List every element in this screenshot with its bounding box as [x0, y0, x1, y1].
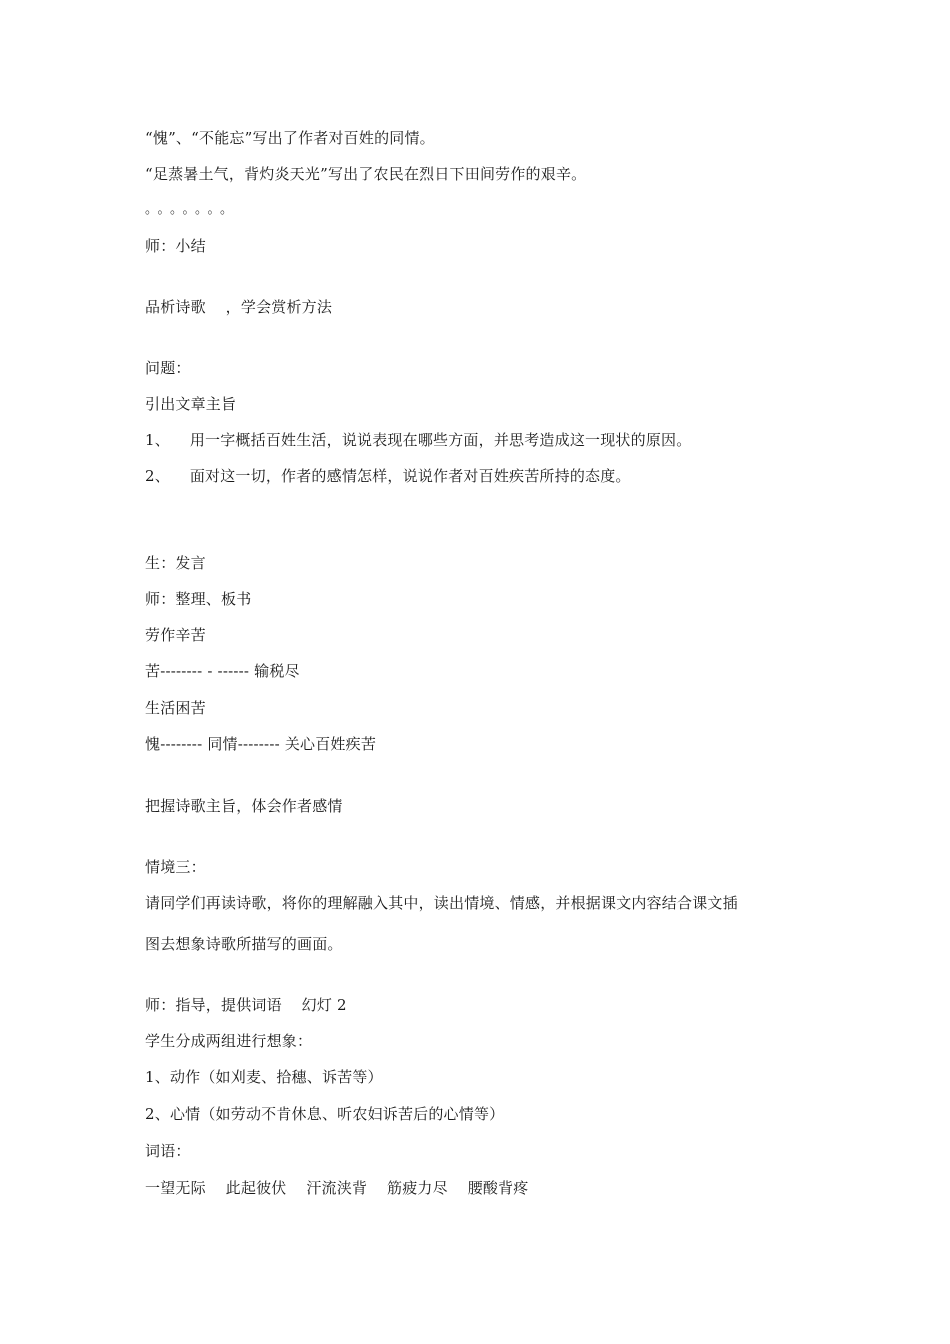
scenario-three-label: 情境三： — [145, 858, 206, 876]
board-shame-chain: 愧-------- 同情-------- 关心百姓疾苦 — [145, 735, 377, 753]
scenario-text-1: 请同学们再读诗歌，将你的理解融入其中，读出情境、情感，并根据课文内容结合课文插 — [145, 894, 738, 912]
section-heading-theme: 把握诗歌主旨，体会作者感情 — [145, 797, 343, 815]
group-action: 1、动作（如刈麦、拾穗、诉苦等） — [145, 1068, 383, 1086]
board-bitter-chain: 苦-------- - ------ 输税尽 — [145, 662, 300, 680]
student-speak: 生：发言 — [145, 554, 206, 572]
board-life: 生活困苦 — [145, 699, 206, 717]
scenario-text-2: 图去想象诗歌所描写的画面。 — [145, 935, 343, 953]
teacher-board: 师：整理、板书 — [145, 590, 252, 608]
question-label: 问题： — [145, 359, 191, 377]
text-line-1: “愧”、“不能忘”写出了作者对百姓的同情。 — [145, 129, 435, 147]
question-2: 2、 面对这一切，作者的感情怎样，说说作者对百姓疾苦所持的态度。 — [145, 467, 631, 485]
question-1: 1、 用一字概括百姓生活，说说表现在哪些方面，并思考造成这一现状的原因。 — [145, 431, 692, 449]
board-labor: 劳作辛苦 — [145, 626, 206, 644]
theme-intro: 引出文章主旨 — [145, 395, 237, 413]
teacher-summary: 师：小结 — [145, 237, 206, 255]
section-heading-analysis: 品析诗歌 ，学会赏析方法 — [145, 298, 333, 316]
student-groups: 学生分成两组进行想象： — [145, 1032, 313, 1050]
text-line-2: “足蒸暑土气，背灼炎天光”写出了农民在烈日下田间劳作的艰辛。 — [145, 165, 587, 183]
teacher-guide: 师：指导，提供词语 幻灯 2 — [145, 996, 347, 1014]
vocab-list: 一望无际 此起彼伏 汗流浃背 筋疲力尽 腰酸背疼 — [145, 1179, 529, 1197]
group-feeling: 2、心情（如劳动不肯休息、听农妇诉苦后的心情等） — [145, 1105, 505, 1123]
vocab-label: 词语： — [145, 1142, 191, 1160]
ellipsis-dots: 。。。。。。。 — [145, 202, 240, 217]
